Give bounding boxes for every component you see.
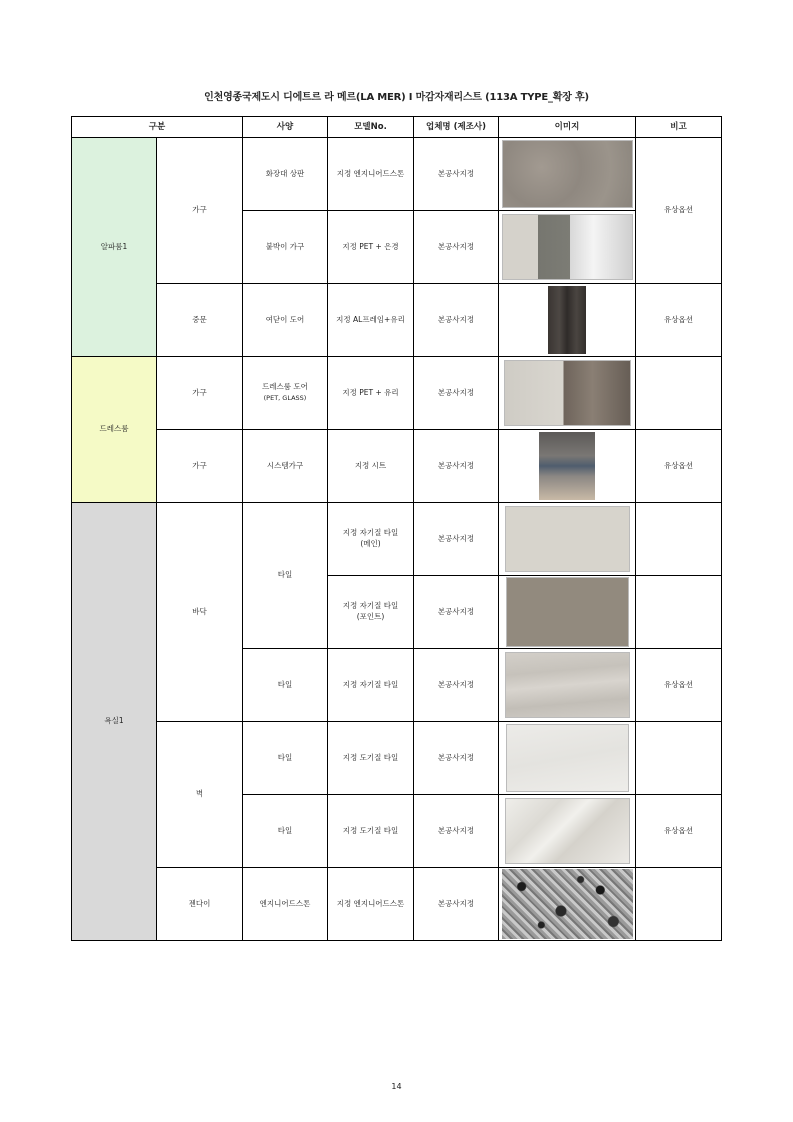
table-row — [72, 722, 722, 795]
subgroup-middle-door: 중문 — [157, 284, 243, 357]
spec-cell: 시스템가구 — [243, 430, 328, 503]
model-subtext: (포인트) — [356, 612, 385, 621]
header-row — [72, 117, 722, 138]
model-cell — [328, 503, 414, 576]
terrazzo-stone — [502, 869, 633, 939]
header-spec: 사양 — [243, 117, 328, 138]
spec-cell: 타일 — [243, 795, 328, 868]
subgroup-floor: 바닥 — [157, 503, 243, 722]
note-cell — [636, 357, 722, 430]
white-marble-tile — [505, 798, 630, 864]
subgroup-furniture: 가구 — [157, 357, 243, 430]
note-cell: 유상옵션 — [636, 795, 722, 868]
maker-cell: 본공사지정 — [414, 357, 499, 430]
image-cell — [499, 357, 636, 430]
table-row — [72, 430, 722, 503]
spec-subtext: (PET, GLASS) — [263, 394, 307, 402]
spec-cell: 화장대 상판 — [243, 138, 328, 211]
model-cell: 지정 엔지니어드스톤 — [328, 138, 414, 211]
image-cell — [499, 138, 636, 211]
subgroup-furniture: 가구 — [157, 430, 243, 503]
group-bathroom: 욕실1 — [72, 503, 157, 941]
model-subtext: (메인) — [360, 539, 381, 548]
spec-cell: 타일 — [243, 503, 328, 649]
maker-cell: 본공사지정 — [414, 138, 499, 211]
maker-cell: 본공사지정 — [414, 576, 499, 649]
table-row — [72, 503, 722, 576]
model-text: 지정 자기질 타일 — [342, 601, 399, 611]
maker-cell: 본공사지정 — [414, 868, 499, 941]
header-model: 모델No. — [328, 117, 414, 138]
model-cell — [328, 576, 414, 649]
image-cell — [499, 503, 636, 576]
maker-cell: 본공사지정 — [414, 649, 499, 722]
spec-cell: 타일 — [243, 722, 328, 795]
spec-cell — [243, 357, 328, 430]
model-text: 지정 자기질 타일 — [342, 528, 399, 538]
image-cell — [499, 649, 636, 722]
table-row — [72, 138, 722, 211]
image-cell — [499, 868, 636, 941]
spec-cell: 붙박이 가구 — [243, 211, 328, 284]
group-alpha-room: 알파룸1 — [72, 138, 157, 357]
gray-stone-swatch — [502, 140, 633, 208]
page-number: 14 — [391, 1082, 402, 1091]
pet-mirror-swatch — [502, 214, 633, 280]
note-cell: 유상옵션 — [636, 430, 722, 503]
model-cell: 지정 자기질 타일 — [328, 649, 414, 722]
note-cell — [636, 576, 722, 649]
spec-cell: 타일 — [243, 649, 328, 722]
table-row — [72, 357, 722, 430]
subgroup-gendai: 젠다이 — [157, 868, 243, 941]
maker-cell: 본공사지정 — [414, 211, 499, 284]
maker-cell: 본공사지정 — [414, 795, 499, 868]
note-cell: 유상옵션 — [636, 284, 722, 357]
table-row — [72, 284, 722, 357]
maker-cell: 본공사지정 — [414, 430, 499, 503]
header-image: 이미지 — [499, 117, 636, 138]
finish-materials-table — [71, 116, 722, 941]
model-cell: 지정 시트 — [328, 430, 414, 503]
note-cell: 유상옵션 — [636, 649, 722, 722]
group-dress-room: 드레스룸 — [72, 357, 157, 503]
taupe-tile — [506, 577, 629, 647]
note-cell — [636, 868, 722, 941]
closet-photo — [539, 432, 595, 500]
note-cell — [636, 722, 722, 795]
image-cell — [499, 795, 636, 868]
model-cell: 지정 AL프레임+유리 — [328, 284, 414, 357]
door-photo — [548, 286, 586, 354]
image-cell — [499, 211, 636, 284]
maker-cell: 본공사지정 — [414, 284, 499, 357]
model-cell: 지정 도기질 타일 — [328, 795, 414, 868]
spec-cell: 엔지니어드스톤 — [243, 868, 328, 941]
header-category: 구분 — [72, 117, 243, 138]
header-note: 비고 — [636, 117, 722, 138]
beige-tile — [505, 506, 630, 572]
model-cell: 지정 PET + 유리 — [328, 357, 414, 430]
model-cell: 지정 PET + 은경 — [328, 211, 414, 284]
note-cell: 유상옵션 — [636, 138, 722, 284]
image-cell — [499, 430, 636, 503]
note-cell — [636, 503, 722, 576]
pet-glass-swatch — [504, 360, 631, 426]
maker-cell: 본공사지정 — [414, 722, 499, 795]
document-title: 인천영종국제도시 디에트르 라 메르(LA MER) I 마감자재리스트 (113A TYPE_확장 후) — [204, 92, 589, 103]
model-cell: 지정 도기질 타일 — [328, 722, 414, 795]
table-row — [72, 868, 722, 941]
spec-cell: 여닫이 도어 — [243, 284, 328, 357]
light-marble-tile — [505, 652, 630, 718]
maker-cell: 본공사지정 — [414, 503, 499, 576]
image-cell — [499, 284, 636, 357]
image-cell — [499, 722, 636, 795]
subgroup-furniture: 가구 — [157, 138, 243, 284]
model-cell: 지정 엔지니어드스톤 — [328, 868, 414, 941]
image-cell — [499, 576, 636, 649]
subgroup-wall: 벽 — [157, 722, 243, 868]
header-maker: 업체명 (제조사) — [414, 117, 499, 138]
white-wall-tile — [506, 724, 629, 792]
spec-text: 드레스룸 도어 — [262, 382, 308, 392]
